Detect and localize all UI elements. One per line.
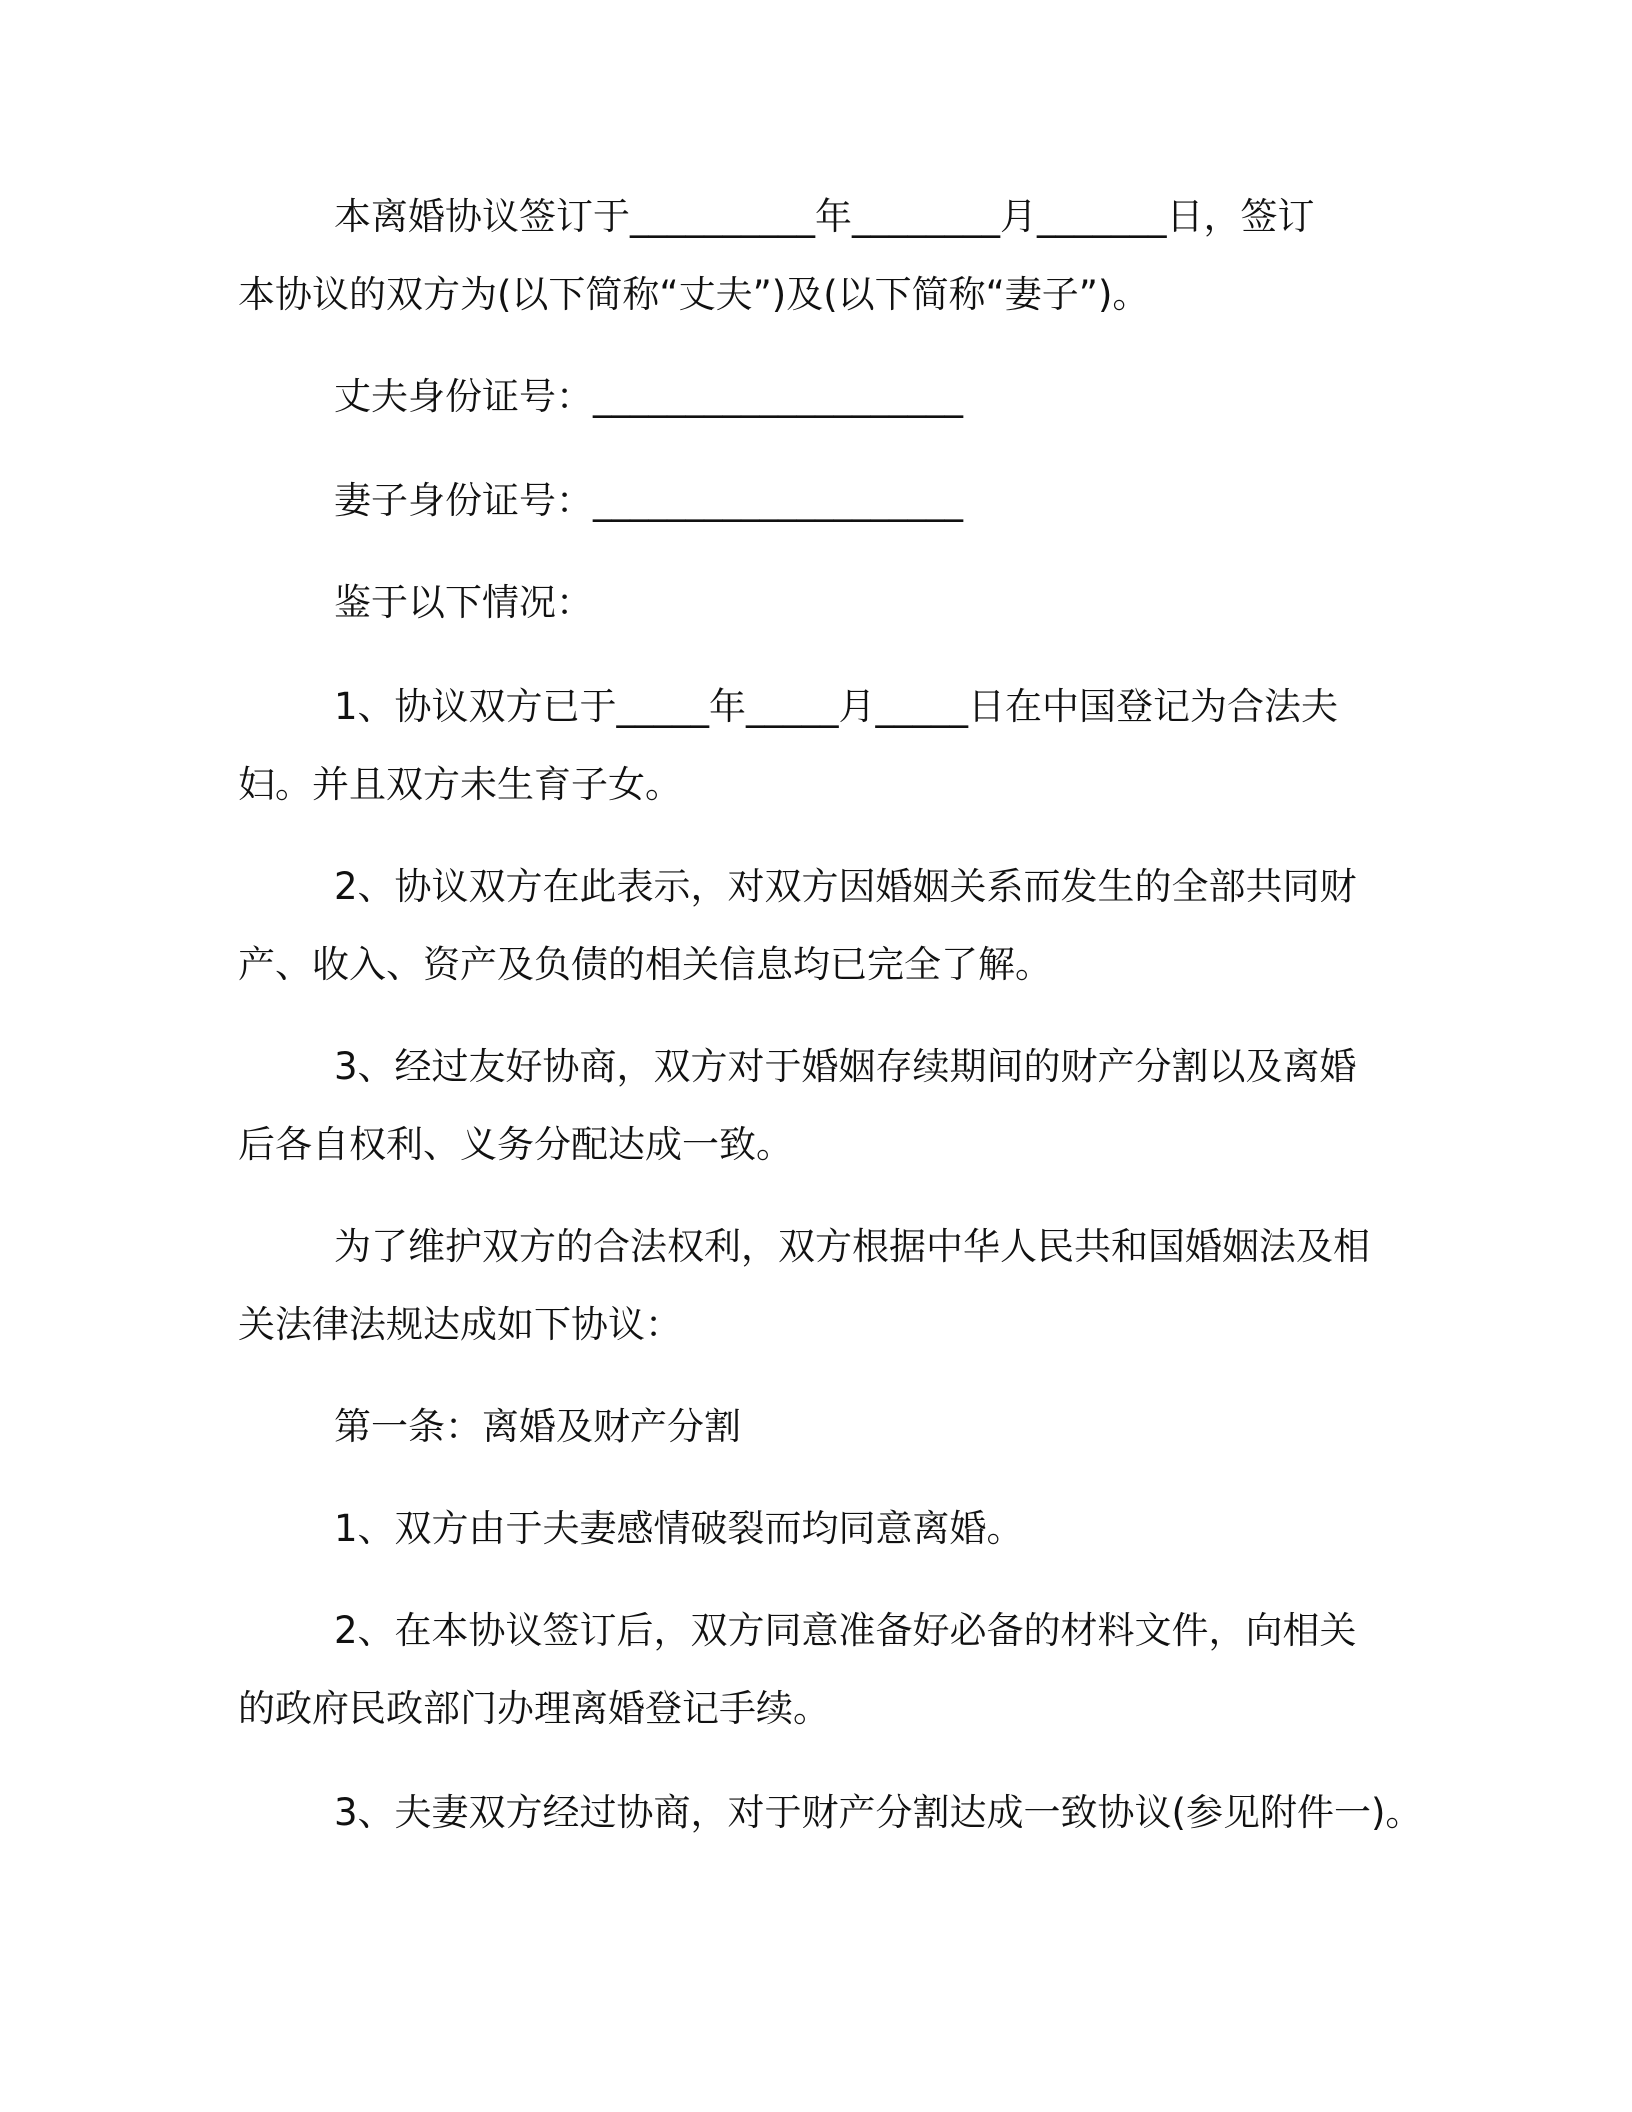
article-1-clause-1 bbox=[238, 1490, 1413, 1568]
text-line: 第一条：离婚及财产分割 bbox=[334, 1405, 741, 1448]
article-1-heading bbox=[238, 1388, 1413, 1466]
text-line: 后各自权利、义务分配达成一致。 bbox=[238, 1123, 793, 1166]
text-line: 3、夫妻双方经过协商，对于财产分割达成一致协议(参见附件一)。 bbox=[334, 1791, 1423, 1834]
text-line: 本协议的双方为(以下简称“丈夫”)及(以下简称“妻子”)。 bbox=[238, 273, 1150, 316]
text-line: 鉴于以下情况： bbox=[334, 581, 593, 624]
text-line: 丈夫身份证号：____________________ bbox=[334, 375, 963, 418]
paragraph-item-3 bbox=[238, 1028, 1413, 1184]
paragraph-item-2 bbox=[238, 848, 1413, 1004]
paragraph-signing-date bbox=[238, 178, 1413, 334]
text-line: 1、协议双方已于_____年_____月_____日在中国登记为合法夫 bbox=[334, 685, 1339, 728]
text-line: 2、在本协议签订后，双方同意准备好必备的材料文件，向相关 bbox=[334, 1609, 1357, 1652]
article-1-clause-2 bbox=[238, 1592, 1413, 1748]
paragraph-wife-id bbox=[238, 462, 1413, 540]
text-line: 产、收入、资产及负债的相关信息均已完全了解。 bbox=[238, 943, 1052, 986]
text-line: 关法律法规达成如下协议： bbox=[238, 1303, 682, 1346]
text-line: 为了维护双方的合法权利，双方根据中华人民共和国婚姻法及相 bbox=[334, 1225, 1370, 1268]
text-line: 的政府民政部门办理离婚登记手续。 bbox=[238, 1687, 830, 1730]
paragraph-whereas bbox=[238, 564, 1413, 642]
text-line: 本离婚协议签订于__________年________月_______日，签订 bbox=[334, 195, 1315, 238]
paragraph-husband-id bbox=[238, 358, 1413, 436]
text-line: 3、经过友好协商，双方对于婚姻存续期间的财产分割以及离婚 bbox=[334, 1045, 1357, 1088]
text-line: 1、双方由于夫妻感情破裂而均同意离婚。 bbox=[334, 1507, 1024, 1550]
article-1-clause-3 bbox=[238, 1774, 1423, 1852]
text-line: 2、协议双方在此表示，对双方因婚姻关系而发生的全部共同财 bbox=[334, 865, 1357, 908]
text-line: 妇。并且双方未生育子女。 bbox=[238, 763, 682, 806]
text-line: 妻子身份证号：____________________ bbox=[334, 479, 963, 522]
paragraph-preamble bbox=[238, 1208, 1413, 1364]
paragraph-item-1 bbox=[238, 668, 1413, 824]
